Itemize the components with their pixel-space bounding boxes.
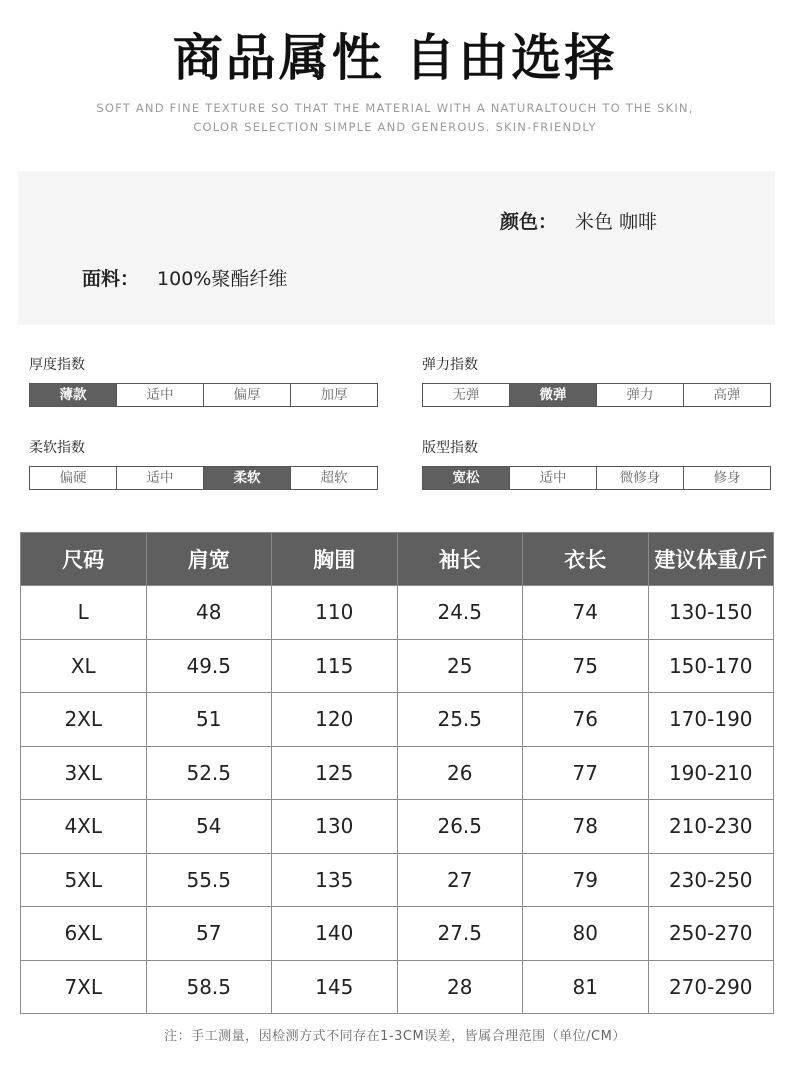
index-scale: [422, 466, 771, 490]
index-option: 无弹: [423, 384, 510, 406]
index-title: 厚度指数: [29, 357, 85, 373]
page-title: 商品属性 自由选择: [172, 29, 618, 87]
index-option: 加厚: [320, 387, 348, 403]
color-row: [500, 207, 657, 234]
header-sleeve: 袖长: [397, 533, 523, 586]
header-chest: 胸围: [272, 533, 398, 586]
table-cell: 81: [523, 960, 649, 1014]
table-cell: 24.5: [397, 586, 523, 640]
elasticity-index: [422, 354, 771, 407]
table-cell: 210-230: [648, 800, 774, 854]
index-option: 修身: [713, 470, 741, 486]
table-cell: 4XL: [21, 800, 147, 854]
index-title: 弹力指数: [422, 357, 478, 373]
table-cell: 130-150: [648, 586, 774, 640]
table-cell: 58.5: [146, 960, 272, 1014]
table-row: [21, 800, 774, 854]
table-cell: 54: [146, 800, 272, 854]
index-option: 高弹: [713, 387, 741, 403]
table-cell: 170-190: [648, 693, 774, 747]
index-option-selected: 宽松: [423, 467, 510, 489]
table-cell: 57: [146, 907, 272, 961]
index-option-selected: 微弹: [510, 384, 597, 406]
subtitle-line-2: COLOR SELECTION SIMPLE AND GENEROUS. SKIN-FRIENDLY: [193, 120, 597, 134]
fabric-label: 面料：: [82, 268, 140, 290]
index-scale: [422, 383, 771, 407]
fabric-value: 100%聚酯纤维: [157, 268, 288, 290]
table-cell: 135: [272, 853, 398, 907]
table-cell: 51: [146, 693, 272, 747]
header-weight: 建议体重/斤: [648, 533, 774, 586]
table-cell: 270-290: [648, 960, 774, 1014]
table-cell: 25.5: [397, 693, 523, 747]
table-cell: 48: [146, 586, 272, 640]
table-cell: 28: [397, 960, 523, 1014]
measurement-note: 注：手工测量，因检测方式不同存在1-3CM误差，皆属合理范围（单位/CM）: [164, 1029, 626, 1044]
table-cell: 27.5: [397, 907, 523, 961]
thickness-index: [29, 354, 378, 407]
table-row: [21, 639, 774, 693]
table-cell: 49.5: [146, 639, 272, 693]
index-option-selected: 薄款: [30, 384, 117, 406]
index-option: 超软: [320, 470, 348, 486]
table-cell: 77: [523, 746, 649, 800]
table-cell: 145: [272, 960, 398, 1014]
table-cell: 2XL: [21, 693, 147, 747]
table-row: [21, 853, 774, 907]
index-scale: [29, 466, 378, 490]
index-title: 柔软指数: [29, 440, 85, 456]
table-cell: 74: [523, 586, 649, 640]
size-table: [20, 532, 774, 1014]
table-cell: 52.5: [146, 746, 272, 800]
table-cell: 27: [397, 853, 523, 907]
index-option-selected: 柔软: [204, 467, 291, 489]
table-row: [21, 586, 774, 640]
fabric-row: [82, 264, 287, 291]
table-cell: 125: [272, 746, 398, 800]
softness-index: [29, 437, 378, 490]
table-row: [21, 693, 774, 747]
table-cell: 7XL: [21, 960, 147, 1014]
index-option: 适中: [117, 467, 204, 489]
product-info-box: [18, 171, 775, 325]
table-cell: 110: [272, 586, 398, 640]
table-cell: 75: [523, 639, 649, 693]
index-scale: [29, 383, 378, 407]
table-cell: 55.5: [146, 853, 272, 907]
table-cell: 25: [397, 639, 523, 693]
table-cell: 230-250: [648, 853, 774, 907]
table-row: [21, 960, 774, 1014]
table-cell: 150-170: [648, 639, 774, 693]
header-shoulder: 肩宽: [146, 533, 272, 586]
index-title: 版型指数: [422, 440, 478, 456]
table-cell: L: [21, 586, 147, 640]
table-cell: 79: [523, 853, 649, 907]
table-cell: 26.5: [397, 800, 523, 854]
table-cell: 6XL: [21, 907, 147, 961]
table-row: [21, 746, 774, 800]
index-option: 偏硬: [30, 467, 117, 489]
table-cell: 5XL: [21, 853, 147, 907]
table-cell: XL: [21, 639, 147, 693]
table-cell: 80: [523, 907, 649, 961]
table-cell: 3XL: [21, 746, 147, 800]
subtitle-line-1: SOFT AND FINE TEXTURE SO THAT THE MATERIAL WITH A NATURALTOUCH TO THE SKIN,: [96, 101, 694, 115]
table-cell: 140: [272, 907, 398, 961]
header-length: 衣长: [523, 533, 649, 586]
table-cell: 115: [272, 639, 398, 693]
table-cell: 76: [523, 693, 649, 747]
index-option: 弹力: [597, 384, 684, 406]
fit-index: [422, 437, 771, 490]
color-value: 米色 咖啡: [575, 211, 658, 233]
table-cell: 190-210: [648, 746, 774, 800]
table-cell: 130: [272, 800, 398, 854]
table-cell: 26: [397, 746, 523, 800]
table-cell: 250-270: [648, 907, 774, 961]
table-cell: 78: [523, 800, 649, 854]
index-option: 微修身: [597, 467, 684, 489]
index-option: 适中: [510, 467, 597, 489]
index-option: 适中: [117, 384, 204, 406]
size-table-header-row: [21, 533, 774, 586]
table-row: [21, 907, 774, 961]
color-label: 颜色：: [500, 211, 558, 233]
index-option: 偏厚: [204, 384, 291, 406]
table-cell: 120: [272, 693, 398, 747]
header-size: 尺码: [21, 533, 147, 586]
